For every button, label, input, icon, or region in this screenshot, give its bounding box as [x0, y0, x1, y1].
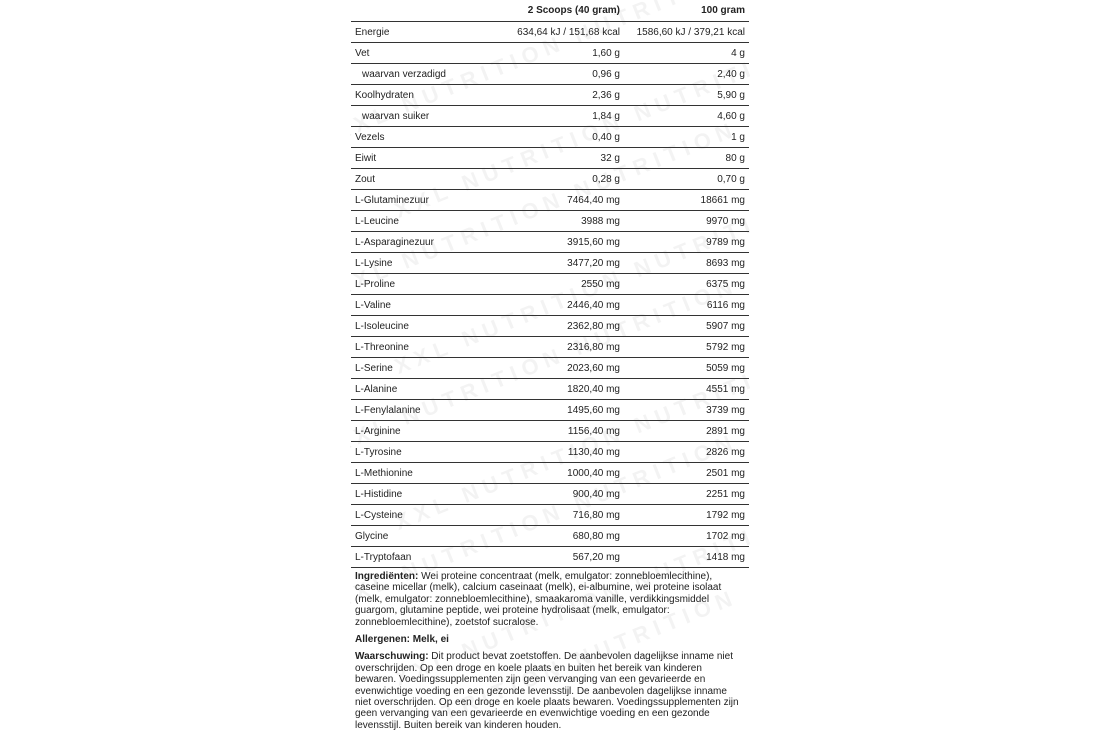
value-per-serving: 1,60 g: [506, 43, 624, 64]
nutrient-name: L-Histidine: [351, 484, 506, 505]
value-per-serving: 1156,40 mg: [506, 421, 624, 442]
value-per-100g: 2251 mg: [624, 484, 749, 505]
nutrient-name: L-Methionine: [351, 463, 506, 484]
value-per-serving: 1000,40 mg: [506, 463, 624, 484]
value-per-serving: 3915,60 mg: [506, 232, 624, 253]
table-row: [351, 127, 749, 148]
value-per-serving: 2446,40 mg: [506, 295, 624, 316]
value-per-100g: 1 g: [624, 127, 749, 148]
product-notes: [351, 568, 749, 731]
nutrition-panel: [351, 0, 749, 737]
table-row: [351, 253, 749, 274]
table-row: [351, 400, 749, 421]
table-row: [351, 547, 749, 568]
table-row: [351, 484, 749, 505]
value-per-100g: 1702 mg: [624, 526, 749, 547]
table-row: [351, 190, 749, 211]
table-row: [351, 358, 749, 379]
value-per-100g: 80 g: [624, 148, 749, 169]
table-row: [351, 64, 749, 85]
value-per-serving: 2316,80 mg: [506, 337, 624, 358]
value-per-100g: 5059 mg: [624, 358, 749, 379]
value-per-100g: 6116 mg: [624, 295, 749, 316]
table-row: [351, 85, 749, 106]
nutrient-name: L-Valine: [351, 295, 506, 316]
table-header-row: [351, 0, 749, 22]
nutrient-name: L-Fenylalanine: [351, 400, 506, 421]
table-row: [351, 421, 749, 442]
value-per-100g: 3739 mg: [624, 400, 749, 421]
table-row: [351, 43, 749, 64]
value-per-serving: 2,36 g: [506, 85, 624, 106]
value-per-serving: 0,96 g: [506, 64, 624, 85]
table-row: [351, 148, 749, 169]
nutrient-name: waarvan verzadigd: [351, 64, 506, 85]
table-row: [351, 463, 749, 484]
value-per-100g: 5907 mg: [624, 316, 749, 337]
value-per-serving: 1495,60 mg: [506, 400, 624, 421]
warning-block: [355, 651, 745, 731]
nutrient-name: L-Glutaminezuur: [351, 190, 506, 211]
value-per-serving: 32 g: [506, 148, 624, 169]
nutrient-name: L-Threonine: [351, 337, 506, 358]
nutrient-name: L-Tyrosine: [351, 442, 506, 463]
table-row: [351, 22, 749, 43]
nutrient-name: L-Proline: [351, 274, 506, 295]
table-row: [351, 505, 749, 526]
nutrition-table: [351, 0, 749, 568]
value-per-serving: 716,80 mg: [506, 505, 624, 526]
ingredients-label: Ingrediënten:: [355, 571, 419, 582]
nutrient-name: Energie: [351, 22, 506, 43]
value-per-serving: 1820,40 mg: [506, 379, 624, 400]
nutrient-name: L-Isoleucine: [351, 316, 506, 337]
value-per-100g: 1792 mg: [624, 505, 749, 526]
value-per-100g: 18661 mg: [624, 190, 749, 211]
value-per-100g: 5,90 g: [624, 85, 749, 106]
nutrient-name: L-Asparaginezuur: [351, 232, 506, 253]
nutrient-name: L-Serine: [351, 358, 506, 379]
nutrient-name: Glycine: [351, 526, 506, 547]
ingredients-block: [355, 571, 745, 628]
warning-label: Waarschuwing:: [355, 651, 429, 663]
nutrient-name: L-Cysteine: [351, 505, 506, 526]
nutrient-name: Zout: [351, 169, 506, 190]
nutrient-name: Vet: [351, 43, 506, 64]
value-per-serving: 634,64 kJ / 151,68 kcal: [506, 22, 624, 43]
value-per-100g: 2891 mg: [624, 421, 749, 442]
warning-text: Dit product bevat zoetstoffen. De aanbevolen dagelijkse inname niet overschrijden. Op een droge en koele plaats en buiten het bereik van kinderen bewaren. Voedingssupplementen zijn geen vervanging van een gevarieerde en evenwichtige voeding en een gezonde levensstijl. De aanbevolen dagelijkse inname niet overschrijden. Op een droge en koele plaats bewaren. Voedingssupplementen zijn geen vervanging van een gevarieerde en evenwichtige voeding en een gezonde levensstijl. Buiten bereik van kinderen houden.: [355, 651, 739, 731]
value-per-100g: 4551 mg: [624, 379, 749, 400]
value-per-100g: 9789 mg: [624, 232, 749, 253]
value-per-serving: 0,28 g: [506, 169, 624, 190]
nutrition-rows: [351, 22, 749, 568]
nutrient-name: waarvan suiker: [351, 106, 506, 127]
table-row: [351, 442, 749, 463]
value-per-serving: 1,84 g: [506, 106, 624, 127]
value-per-serving: 7464,40 mg: [506, 190, 624, 211]
value-per-100g: 6375 mg: [624, 274, 749, 295]
header-col-name: [351, 0, 506, 22]
table-row: [351, 316, 749, 337]
nutrient-name: L-Lysine: [351, 253, 506, 274]
table-row: [351, 211, 749, 232]
value-per-100g: 5792 mg: [624, 337, 749, 358]
value-per-100g: 4,60 g: [624, 106, 749, 127]
allergens-label: Allergenen: Melk, ei: [355, 634, 449, 646]
value-per-100g: 2,40 g: [624, 64, 749, 85]
value-per-serving: 3988 mg: [506, 211, 624, 232]
value-per-serving: 3477,20 mg: [506, 253, 624, 274]
nutrient-name: L-Tryptofaan: [351, 547, 506, 568]
table-row: [351, 526, 749, 547]
header-col-per-serving: 2 Scoops (40 gram): [527, 5, 620, 16]
value-per-serving: 2550 mg: [506, 274, 624, 295]
value-per-100g: 8693 mg: [624, 253, 749, 274]
value-per-100g: 9970 mg: [624, 211, 749, 232]
value-per-100g: 1586,60 kJ / 379,21 kcal: [624, 22, 749, 43]
ingredients-text: Wei proteine concentraat (melk, emulgator: zonnebloemlecithine), caseine micellar (melk), calcium caseinaat (melk), ei-albumine, wei proteine isolaat (melk, emulgator: zonnebloemlecithine), smaakaroma vanille, verdikkingsmiddel guargom, glutamine peptide, wei proteine hydrolisaat (melk, emulgator: zonnebloemlecithine), zoetstof sucralose.: [355, 571, 722, 628]
nutrient-name: Koolhydraten: [351, 85, 506, 106]
value-per-100g: 0,70 g: [624, 169, 749, 190]
value-per-serving: 900,40 mg: [506, 484, 624, 505]
table-row: [351, 379, 749, 400]
value-per-serving: 1130,40 mg: [506, 442, 624, 463]
table-row: [351, 337, 749, 358]
value-per-100g: 1418 mg: [624, 547, 749, 568]
table-row: [351, 106, 749, 127]
table-row: [351, 274, 749, 295]
allergens-block: [355, 634, 745, 645]
value-per-serving: 2362,80 mg: [506, 316, 624, 337]
nutrient-name: L-Alanine: [351, 379, 506, 400]
value-per-100g: 4 g: [624, 43, 749, 64]
header-col-per-100g: 100 gram: [701, 5, 745, 16]
table-row: [351, 169, 749, 190]
table-row: [351, 232, 749, 253]
value-per-100g: 2501 mg: [624, 463, 749, 484]
nutrient-name: L-Leucine: [351, 211, 506, 232]
table-row: [351, 295, 749, 316]
nutrient-name: L-Arginine: [351, 421, 506, 442]
value-per-serving: 680,80 mg: [506, 526, 624, 547]
value-per-100g: 2826 mg: [624, 442, 749, 463]
value-per-serving: 2023,60 mg: [506, 358, 624, 379]
nutrient-name: Eiwit: [351, 148, 506, 169]
value-per-serving: 567,20 mg: [506, 547, 624, 568]
nutrient-name: Vezels: [351, 127, 506, 148]
value-per-serving: 0,40 g: [506, 127, 624, 148]
